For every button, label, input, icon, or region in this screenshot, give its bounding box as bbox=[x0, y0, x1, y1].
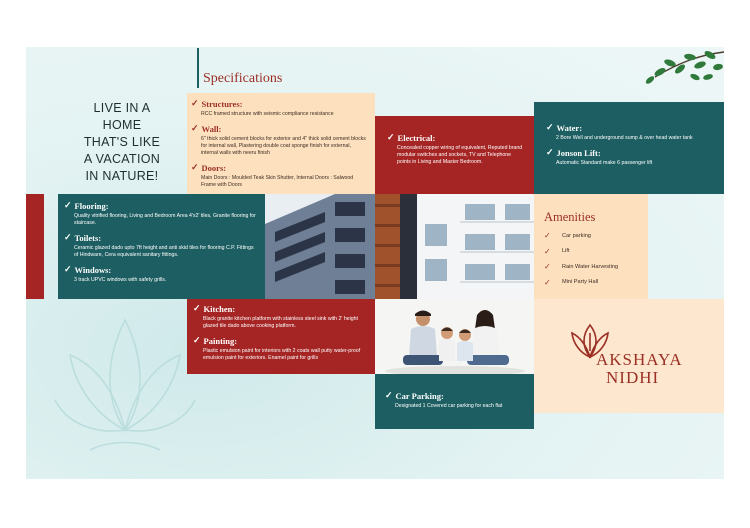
tagline: LIVE IN A HOME THAT'S LIKE A VACATION IN NATURE! bbox=[83, 101, 161, 183]
brand-logo-text: AKSHAYA NIDHI bbox=[596, 350, 683, 387]
check-icon: ✓ bbox=[544, 246, 551, 256]
left-accent-bar bbox=[26, 194, 44, 299]
flooring-panel bbox=[58, 194, 265, 299]
check-icon: ✓ bbox=[193, 303, 201, 313]
lotus-watermark-icon bbox=[50, 300, 200, 470]
check-icon: ✓ bbox=[546, 147, 554, 157]
check-icon: ✓ bbox=[546, 122, 554, 132]
amenity-item: ✓ Mini Party Hall bbox=[544, 277, 599, 287]
heading-accent-bar bbox=[197, 48, 199, 88]
electrical-panel: ✓ Electrical: Concealed copper wiring of equivalent, Reputed brand modular switches and sockets, TV and Telephone points in Living and Master Bedroom. bbox=[375, 116, 534, 194]
structure-panel bbox=[187, 93, 375, 194]
spec-structures: ✓ Structures: RCC framed structure with seismic compliance resistance bbox=[191, 98, 334, 117]
check-icon: ✓ bbox=[191, 162, 199, 172]
spec-doors: ✓ Doors: Main Doors : Moulded Teak Skin Shutter, Internal Doors : Salwood Frame with Doors bbox=[191, 162, 354, 188]
amenities-title: Amenities bbox=[544, 210, 596, 224]
logo-panel bbox=[534, 299, 724, 413]
amenities-panel bbox=[534, 194, 648, 299]
check-icon: ✓ bbox=[64, 232, 72, 242]
spec-flooring: ✓ Flooring: Quality vitrified flooring, Living and Bedroom Area 4'x2' tiles, Granite flooring for staircase. bbox=[64, 200, 256, 226]
check-icon: ✓ bbox=[544, 262, 551, 271]
amenity-item: ✓ Lift bbox=[544, 246, 570, 256]
spec-kitchen: ✓ Kitchen: Black granite kitchen platform with stainless steel sink with 2' height glazed tile dado above cooking platform. bbox=[193, 303, 358, 329]
tree-leaves-icon bbox=[600, 47, 724, 87]
kitchen-panel bbox=[187, 299, 375, 374]
spec-windows: ✓ Windows: 3 track UPVC windows with safety grills. bbox=[64, 264, 167, 283]
amenity-item: ✓ Rain Water Harvesting bbox=[544, 262, 619, 271]
family-photo bbox=[375, 299, 534, 374]
check-icon: ✓ bbox=[191, 98, 199, 108]
spec-wall: ✓ Wall: 6" thick solid cement blocks for exterior and 4" thick solid cement blocks for internal wall, Plastering double coat sponge finish for external, internal walls with neeru finish bbox=[191, 123, 366, 156]
building-photo bbox=[265, 194, 534, 299]
check-icon: ✓ bbox=[191, 123, 199, 133]
family-illustration bbox=[375, 299, 534, 374]
spec-water: ✓ Water: 2 Bore Well and underground sump & over head water tank bbox=[546, 122, 693, 141]
check-icon: ✓ bbox=[193, 335, 201, 345]
spec-painting: ✓ Painting: Plastic emulsion paint for interiors with 2 coats wall putty water-proof emulsion paint for exteriors. Enamel paint for grills bbox=[193, 335, 361, 361]
building-illustration bbox=[265, 194, 534, 299]
car-parking-panel: ✓ Car Parking: Designated 1 Covered car parking for each flat bbox=[375, 374, 534, 429]
water-panel bbox=[534, 102, 724, 194]
spec-lift: ✓ Jonson Lift: Automatic Standard make 6 passenger lift bbox=[546, 147, 653, 166]
specifications-heading: Specifications bbox=[203, 71, 283, 86]
check-icon: ✓ bbox=[387, 132, 395, 142]
amenity-item: ✓ Car parking bbox=[544, 231, 591, 240]
check-icon: ✓ bbox=[544, 277, 551, 287]
check-icon: ✓ bbox=[64, 200, 72, 210]
check-icon: ✓ bbox=[64, 264, 72, 274]
spec-toilets: ✓ Toilets: Ceramic glazed dado upto 7ft height and anti skid tiles for flooring C.P. Fittings of Hindware, Cera equivalent sanitary fittings. bbox=[64, 232, 254, 258]
check-icon: ✓ bbox=[544, 231, 551, 240]
check-icon: ✓ bbox=[385, 390, 393, 400]
